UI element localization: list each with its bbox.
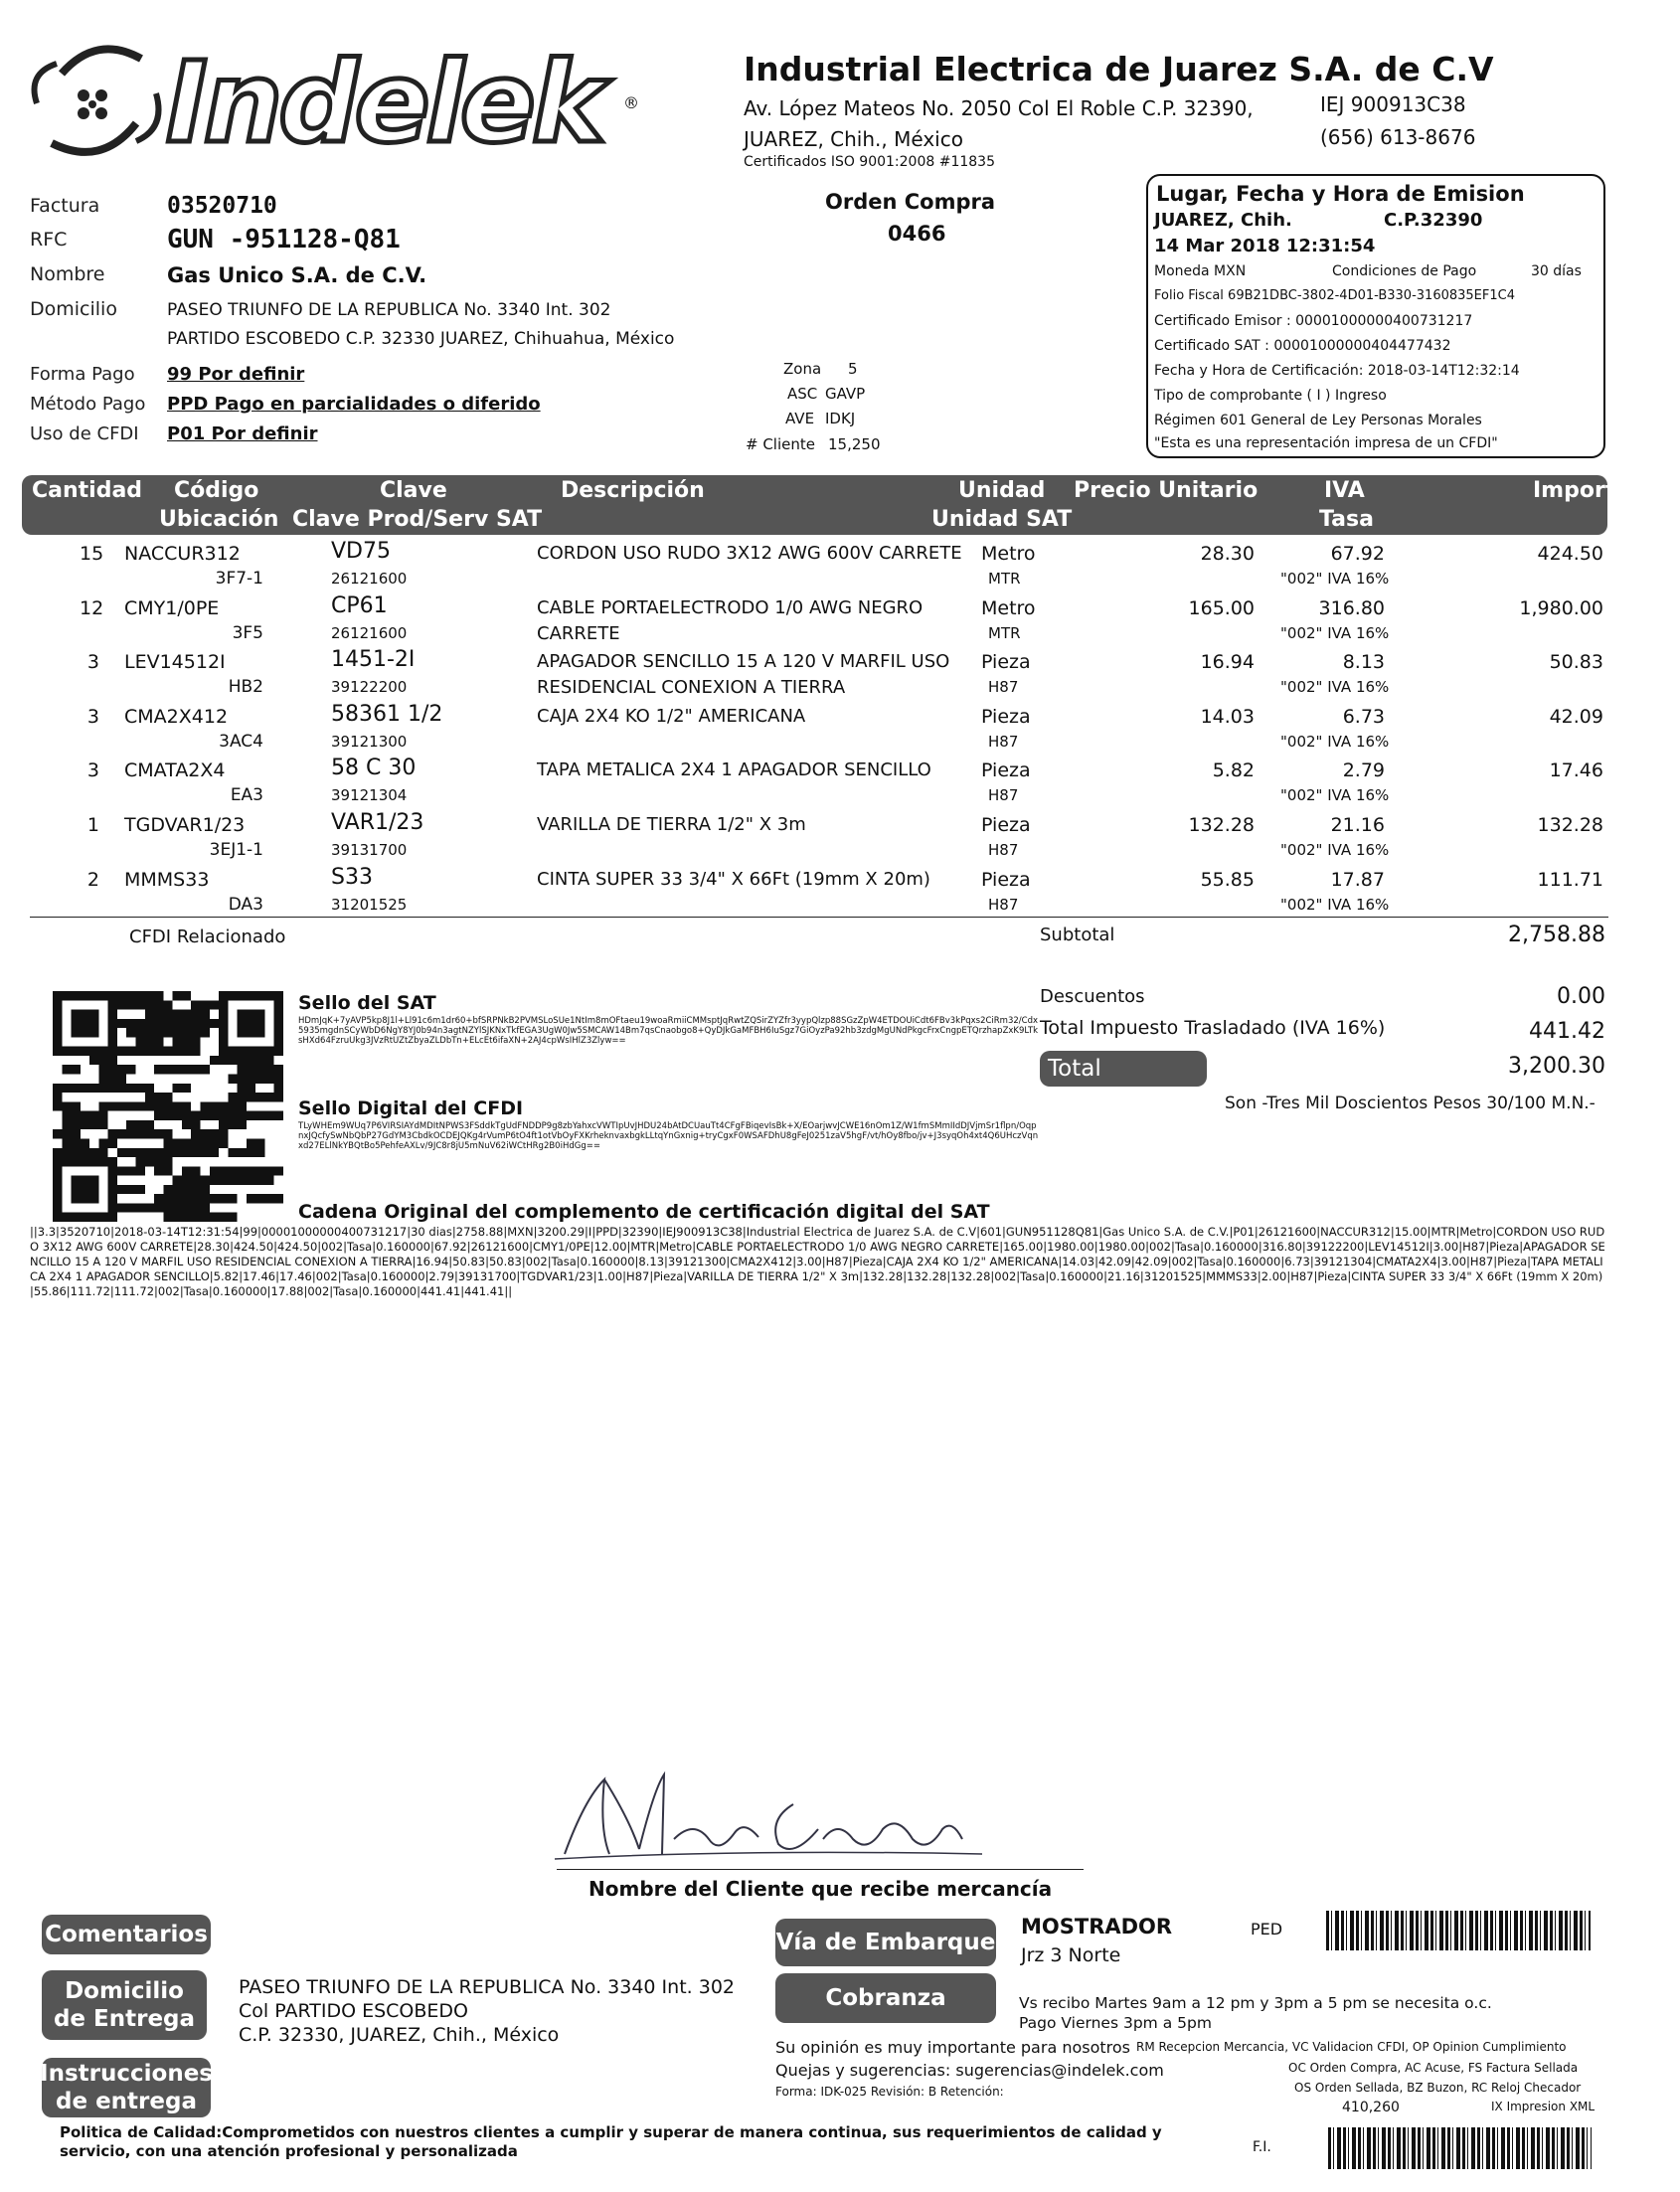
th-unidad-sat: Unidad SAT (931, 507, 1073, 532)
cell-precio: 5.82 (1212, 759, 1255, 781)
forma-text: Forma: IDK-025 Revisión: B Retención: (775, 2085, 1004, 2099)
cell-precio: 55.85 (1200, 869, 1255, 891)
cell-unidad-sat: MTR (988, 570, 1021, 588)
cell-cantidad: 15 (80, 543, 104, 565)
cell-importe: 111.71 (1537, 869, 1603, 891)
legend-line-3: OS Orden Sellada, BZ Buzon, RC Reloj Checador (1294, 2081, 1582, 2095)
factura-value: 03520710 (167, 193, 277, 219)
cell-clave: S33 (331, 865, 373, 890)
cell-iva: 2.79 (1342, 759, 1385, 781)
cell-cantidad: 1 (86, 814, 99, 836)
cell-tasa: "002" IVA 16% (1280, 733, 1390, 751)
sello-sat-text: HDmJqK+7yAVP5kp8J1l+Ll91c6m1dr60+bfSRPNkB2PVMSLoSUe1NtIm8mOFtaeu19woaRmiiCMMsptJqRwtZQSirZYZfr3yypQlzp88SGzZpW4ETDOUiCdt6FBv3kPqxs2CiRm32/Cdx5935mgdnSCyWbD6NgY8YJ0b94n3agtNZYlSJKNxTkfEGA3UgW0Jw5SMCAW14Bm7qsCnaobgo8+QyDJkGaMFBH6IuSgz7GiOyzPa92hb3zdgMgUNdPkgcFrxCngpETQrzhapZxK9LTksHXd64FzruUkg3JVzRtUZtZbyaZLDbTn+ELcEt6ifaXN+2AJ4cpWsIHlZ3Zlyw== (298, 1016, 1039, 1046)
cell-ubicacion: DA3 (228, 895, 263, 915)
emision-cp: C.P.32390 (1384, 210, 1483, 231)
emision-moneda: Moneda MXN (1154, 263, 1247, 279)
asc-value: GAVP (825, 385, 866, 403)
table-header (22, 475, 1631, 535)
cell-tasa: "002" IVA 16% (1280, 786, 1390, 804)
rfc-label: RFC (30, 229, 68, 251)
table-row (0, 865, 1680, 924)
emision-title: Lugar, Fecha y Hora de Emision (1156, 182, 1525, 206)
cell-unidad-sat: H87 (988, 733, 1019, 751)
cobranza-line-1: Vs recibo Martes 9am a 12 pm y 3pm a 5 pm se necesita o.c. (1019, 1994, 1492, 2012)
cell-codigo: LEV14512I (124, 651, 226, 673)
uso-cfdi-value: P01 Por definir (167, 423, 318, 444)
th-ubicacion: Ubicación (159, 507, 279, 532)
nombre-label: Nombre (30, 263, 105, 285)
entrega-line-3: C.P. 32330, JUAREZ, Chih., México (239, 2024, 560, 2046)
th-clave: Clave (380, 478, 447, 503)
cell-desc1: APAGADOR SENCILLO 15 A 120 V MARFIL USO (537, 651, 950, 672)
factura-label: Factura (30, 195, 100, 217)
cell-ubicacion: EA3 (230, 785, 263, 805)
emision-dias: 30 días (1531, 263, 1582, 279)
emision-folio: Folio Fiscal 69B21DBC-3802-4D01-B330-3160835EF1C4 (1154, 288, 1515, 303)
cadena-title: Cadena Original del complemento de certificación digital del SAT (298, 1201, 990, 1223)
legend-line-1: RM Recepcion Mercancia, VC Validacion CFDI, OP Opinion Cumplimiento (1136, 2040, 1567, 2054)
emision-tipo: Tipo de comprobante ( I ) Ingreso (1154, 388, 1387, 404)
cell-clave: 58361 1/2 (331, 702, 443, 727)
subtotal-label: Subtotal (1040, 925, 1115, 945)
sello-cfdi-text: TLyWHEm9WUq7P6VIRSIAYdMDItNPWS3FSddkTgUdFNDDP9g8zbYahxcVWTIpUvJHDU24bAtDCUauTt4CFgFBiqevIsBk+X/EOarjwvJCWE16nOm1Z/W1fmSMmIIdDJVjmSr1flpn/OqpnxJQcfySwNbQbP27GdYM3CbdkOCDEJQKg4rVumP6tO4ft1otVbOyFXKrheknvaxbgkLLtqYnGxnig+tryCgxF0WSAFDhU8gFeJ0251zaV5hgF/vt/hOy8fbo/jv+J3syqOh4xt4Q6UHczVqnxd27ELlNkYBQtBo5PehfeAXLv/9JC8r8jU5mNuV62iWCtHRg2B0iHdGg== (298, 1121, 1039, 1151)
cell-clave: VAR1/23 (331, 810, 424, 835)
barcode-bottom (1328, 2127, 1592, 2169)
cell-codigo: CMY1/0PE (124, 597, 220, 619)
cell-tasa: "002" IVA 16% (1280, 570, 1390, 588)
cell-codigo: CMATA2X4 (124, 759, 226, 781)
cobranza-line-2: Pago Viernes 3pm a 5pm (1019, 2014, 1212, 2032)
company-name: Industrial Electrica de Juarez S.A. de C.V (744, 50, 1494, 88)
th-descripcion: Descripción (561, 478, 705, 503)
legend-line-2: OC Orden Compra, AC Acuse, FS Factura Sellada (1288, 2061, 1579, 2075)
cell-clave-sat: 39121300 (331, 733, 408, 751)
emision-fecha-cert: Fecha y Hora de Certificación: 2018-03-14T12:32:14 (1154, 363, 1520, 379)
cell-codigo: TGDVAR1/23 (124, 814, 246, 836)
signature-caption: Nombre del Cliente que recibe mercancía (588, 1877, 1053, 1901)
orden-compra-label: Orden Compra (825, 190, 996, 214)
sello-cfdi-title: Sello Digital del CFDI (298, 1097, 524, 1119)
emision-place: JUAREZ, Chih. (1154, 210, 1292, 231)
cell-unidad-sat: H87 (988, 678, 1019, 696)
table-row (0, 702, 1680, 760)
cell-codigo: NACCUR312 (124, 543, 241, 565)
cell-unidad: Pieza (981, 869, 1031, 891)
cell-cantidad: 3 (86, 651, 99, 673)
cell-importe: 17.46 (1549, 759, 1603, 781)
cell-codigo: MMMS33 (124, 869, 210, 891)
cadena-text: ||3.3|3520710|2018-03-14T12:31:54|99|00001000000400731217|30 dias|2758.88|MXN|3200.29|I|PPD|32390|IEJ900913C38|Industrial Electrica de Juarez S.A. de C.V|601|GUN951128Q81|Gas Unico S.A. de C.V.|P01|26121600|NACCUR312|15.00|MTR|Metro|CORDON USO RUDO 3X12 AWG 600V CARRETE|28.30|424.50|424.50|002|Tasa|0.160000|67.92|26121600|CMY1/0PE|12.00|MTR|Metro|CABLE PORTAELECTRODO 1/0 AWG NEGRO CARRETE|165.00|1980.00|1980.00|002|Tasa|0.160000|316.80|39122200|LEV14512I|3.00|H87|Pieza|APAGADOR SENCILLO 15 A 120 V MARFIL USO RESIDENCIAL CONEXION A TIERRA|16.94|50.83|50.83|002|Tasa|0.160000|8.13|39121300|CMA2X412|3.00|H87|Pieza|CAJA 2X4 KO 1/2" AMERICANA|14.03|42.09|42.09|002|Tasa|0.160000|6.73|39121304|CMATA2X4|3.00|H87|Pieza|TAPA METALICA 2X4 1 APAGADOR SENCILLO|5.82|17.46|17.46|002|Tasa|0.160000|2.79|39131700|TGDVAR1/23|1.00|H87|Pieza|VARILLA DE TIERRA 1/2" X 3m|132.28|132.28|132.28|002|Tasa|0.160000|21.16|31201525|MMMS33|2.00|H87|Pieza|CINTA SUPER 33 3/4" X 66Ft (19mm X 20m)|55.86|111.72|111.72|002|Tasa|0.160000|17.88|002|Tasa|0.160000|441.41|441.41|| (30, 1225, 1605, 1298)
cell-unidad: Pieza (981, 651, 1031, 673)
cell-unidad-sat: H87 (988, 896, 1019, 914)
mostrador-value: MOSTRADOR (1021, 1915, 1173, 1939)
descuentos-label: Descuentos (1040, 986, 1145, 1007)
cell-clave: 58 C 30 (331, 756, 417, 780)
cell-desc1: TAPA METALICA 2X4 1 APAGADOR SENCILLO (537, 759, 931, 780)
th-precio: Precio Unitario (1074, 478, 1259, 503)
company-phone: (656) 613-8676 (1320, 125, 1476, 149)
th-codigo: Código (174, 478, 259, 503)
company-cert: Certificados ISO 9001:2008 #11835 (744, 154, 995, 170)
opinion-text: Su opinión es muy importante para nosotros (775, 2038, 1131, 2057)
cell-precio: 16.94 (1200, 651, 1255, 673)
cell-unidad: Pieza (981, 814, 1031, 836)
entrega-line-1: PASEO TRIUNFO DE LA REPUBLICA No. 3340 Int. 302 (239, 1976, 736, 1998)
cell-unidad: Metro (981, 543, 1036, 565)
orden-compra-value: 0466 (888, 222, 946, 246)
th-tasa: Tasa (1319, 507, 1374, 532)
jrz-value: Jrz 3 Norte (1021, 1944, 1121, 1966)
cell-ubicacion: 3F5 (232, 623, 263, 643)
cell-cantidad: 3 (86, 759, 99, 781)
cell-desc1: VARILLA DE TIERRA 1/2" X 3m (537, 814, 806, 835)
cell-iva: 316.80 (1318, 597, 1385, 619)
cobranza-button: Cobranza (775, 1973, 996, 2023)
emision-regimen: Régimen 601 General de Ley Personas Morales (1154, 413, 1482, 428)
table-row (0, 539, 1680, 597)
cell-precio: 165.00 (1188, 597, 1255, 619)
cell-precio: 14.03 (1200, 706, 1255, 728)
cell-ubicacion: 3EJ1-1 (209, 840, 263, 860)
quejas-text: Quejas y sugerencias: sugerencias@indelek.com (775, 2061, 1164, 2080)
ped-label: PED (1251, 1920, 1283, 1939)
zona-label: Zona (783, 360, 822, 378)
cell-unidad-sat: MTR (988, 624, 1021, 642)
cell-unidad: Metro (981, 597, 1036, 619)
nombre-value: Gas Unico S.A. de C.V. (167, 263, 427, 287)
domicilio-label: Domicilio (30, 298, 117, 320)
cell-desc1: CABLE PORTAELECTRODO 1/0 AWG NEGRO (537, 597, 924, 618)
impuesto-label: Total Impuesto Trasladado (IVA 16%) (1040, 1017, 1386, 1039)
qr-code-icon (44, 991, 292, 1222)
cell-precio: 132.28 (1188, 814, 1255, 836)
subtotal-value: 2,758.88 (1508, 923, 1605, 947)
table-row (0, 593, 1680, 652)
cell-unidad: Pieza (981, 759, 1031, 781)
table-row (0, 810, 1680, 869)
cell-clave-sat: 39131700 (331, 841, 408, 859)
th-unidad: Unidad (958, 478, 1046, 503)
handwritten-signature (545, 1760, 1002, 1869)
asc-label: ASC (787, 385, 818, 403)
cell-importe: 424.50 (1537, 543, 1603, 565)
emision-box (1146, 174, 1605, 458)
total-letra: Son -Tres Mil Doscientos Pesos 30/100 M.N.- (1225, 1094, 1596, 1113)
total-value: 3,200.30 (1508, 1054, 1605, 1079)
cell-iva: 6.73 (1342, 706, 1385, 728)
logo-wordmark: Indelek (166, 39, 602, 168)
th-importe: Importe (1533, 478, 1631, 503)
comentarios-button: Comentarios (42, 1915, 211, 1954)
cell-clave-sat: 31201525 (331, 896, 408, 914)
table-bottom-rule (30, 917, 1608, 918)
legend-line-4: IX Impresion XML (1491, 2100, 1596, 2113)
cell-ubicacion: 3AC4 (219, 732, 263, 752)
cell-iva: 21.16 (1330, 814, 1385, 836)
cell-desc2: RESIDENCIAL CONEXION A TIERRA (537, 677, 846, 698)
forma-pago-value: 99 Por definir (167, 364, 305, 385)
cell-clave: VD75 (331, 539, 391, 564)
sello-sat-title: Sello del SAT (298, 992, 436, 1014)
forma-pago-label: Forma Pago (30, 364, 135, 385)
cell-desc1: CAJA 2X4 KO 1/2" AMERICANA (537, 706, 806, 727)
instrucciones-entrega-button: Instrucciones de entrega (42, 2058, 211, 2117)
cell-tasa: "002" IVA 16% (1280, 896, 1390, 914)
cell-iva: 67.92 (1330, 543, 1385, 565)
company-address-1: Av. López Mateos No. 2050 Col El Roble C.P. 32390, (744, 96, 1254, 120)
total-label: Total (1040, 1051, 1207, 1087)
uso-cfdi-label: Uso de CFDI (30, 423, 139, 444)
zona-value: 5 (848, 360, 858, 378)
cell-ubicacion: 3F7-1 (215, 569, 263, 589)
cell-ubicacion: HB2 (228, 677, 263, 697)
emision-datetime: 14 Mar 2018 12:31:54 (1154, 236, 1376, 256)
descuentos-value: 0.00 (1557, 984, 1605, 1009)
emision-cert-emisor: Certificado Emisor : 00001000000400731217 (1154, 313, 1473, 329)
politica-label: Politica de Calidad: (60, 2123, 223, 2141)
cell-unidad: Pieza (981, 706, 1031, 728)
metodo-pago-value: PPD Pago en parcialidades o diferido (167, 394, 541, 415)
th-iva: IVA (1324, 478, 1365, 503)
cell-importe: 1,980.00 (1519, 597, 1603, 619)
cell-iva: 8.13 (1342, 651, 1385, 673)
cell-importe: 132.28 (1537, 814, 1603, 836)
ave-value: IDKJ (825, 410, 856, 427)
cfdi-relacionado: CFDI Relacionado (129, 927, 286, 947)
rfc-value: GUN -951128-Q81 (167, 225, 401, 254)
politica-text (60, 2123, 1233, 2161)
cell-clave: 1451-2I (331, 647, 416, 672)
emision-condiciones: Condiciones de Pago (1332, 263, 1477, 279)
cell-tasa: "002" IVA 16% (1280, 678, 1390, 696)
cell-cantidad: 3 (86, 706, 99, 728)
cliente-value: 15,250 (828, 435, 881, 453)
cell-desc1: CORDON USO RUDO 3X12 AWG 600V CARRETE (537, 543, 962, 564)
cell-codigo: CMA2X412 (124, 706, 229, 728)
cell-iva: 17.87 (1330, 869, 1385, 891)
cell-cantidad: 2 (86, 869, 99, 891)
barcode-top (1326, 1911, 1591, 1950)
cell-unidad-sat: H87 (988, 841, 1019, 859)
entrega-line-2: Col PARTIDO ESCOBEDO (239, 2000, 469, 2022)
th-cantidad: Cantidad (32, 478, 143, 503)
cell-clave-sat: 39121304 (331, 786, 408, 804)
emision-leyenda: "Esta es una representación impresa de un CFDI" (1154, 435, 1498, 451)
indelek-swirl-icon (22, 34, 171, 173)
politica-body: Comprometidos con nuestros clientes a cumplir y superar de manera continua, sus requerimientos de calidad y servicio, con una atención profesional y personalizada (60, 2123, 1162, 2160)
cell-desc2: CARRETE (537, 623, 620, 644)
cell-precio: 28.30 (1200, 543, 1255, 565)
domicilio-line-1: PASEO TRIUNFO DE LA REPUBLICA No. 3340 Int. 302 (167, 300, 611, 320)
cell-cantidad: 12 (80, 597, 104, 619)
cell-clave: CP61 (331, 593, 388, 618)
cliente-label: # Cliente (746, 435, 815, 453)
domicilio-line-2: PARTIDO ESCOBEDO C.P. 32330 JUAREZ, Chihuahua, México (167, 329, 675, 349)
emision-cert-sat: Certificado SAT : 00001000000404477432 (1154, 338, 1451, 354)
fi-label: F.I. (1253, 2139, 1271, 2155)
cell-clave-sat: 26121600 (331, 624, 408, 642)
cell-clave-sat: 39122200 (331, 678, 408, 696)
company-rfc: IEJ 900913C38 (1320, 92, 1466, 116)
company-logo (22, 34, 658, 183)
cell-tasa: "002" IVA 16% (1280, 624, 1390, 642)
cell-importe: 42.09 (1549, 706, 1603, 728)
cell-clave-sat: 26121600 (331, 570, 408, 588)
company-address-2: JUAREZ, Chih., México (744, 127, 963, 151)
table-row (0, 647, 1680, 706)
cell-desc1: CINTA SUPER 33 3/4" X 66Ft (19mm X 20m) (537, 869, 930, 890)
cell-tasa: "002" IVA 16% (1280, 841, 1390, 859)
registered-mark: ® (623, 93, 639, 112)
impuesto-value: 441.42 (1529, 1019, 1605, 1044)
th-clave-prod: Clave Prod/Serv SAT (292, 507, 543, 532)
table-row (0, 756, 1680, 814)
metodo-pago-label: Método Pago (30, 394, 146, 415)
ref-number: 410,260 (1342, 2100, 1400, 2115)
via-embarque-button: Vía de Embarque (775, 1919, 996, 1966)
domicilio-entrega-button: Domicilio de Entrega (42, 1970, 207, 2040)
cell-importe: 50.83 (1549, 651, 1603, 673)
ave-label: AVE (785, 410, 815, 427)
cell-unidad-sat: H87 (988, 786, 1019, 804)
signature-line (557, 1869, 1084, 1870)
